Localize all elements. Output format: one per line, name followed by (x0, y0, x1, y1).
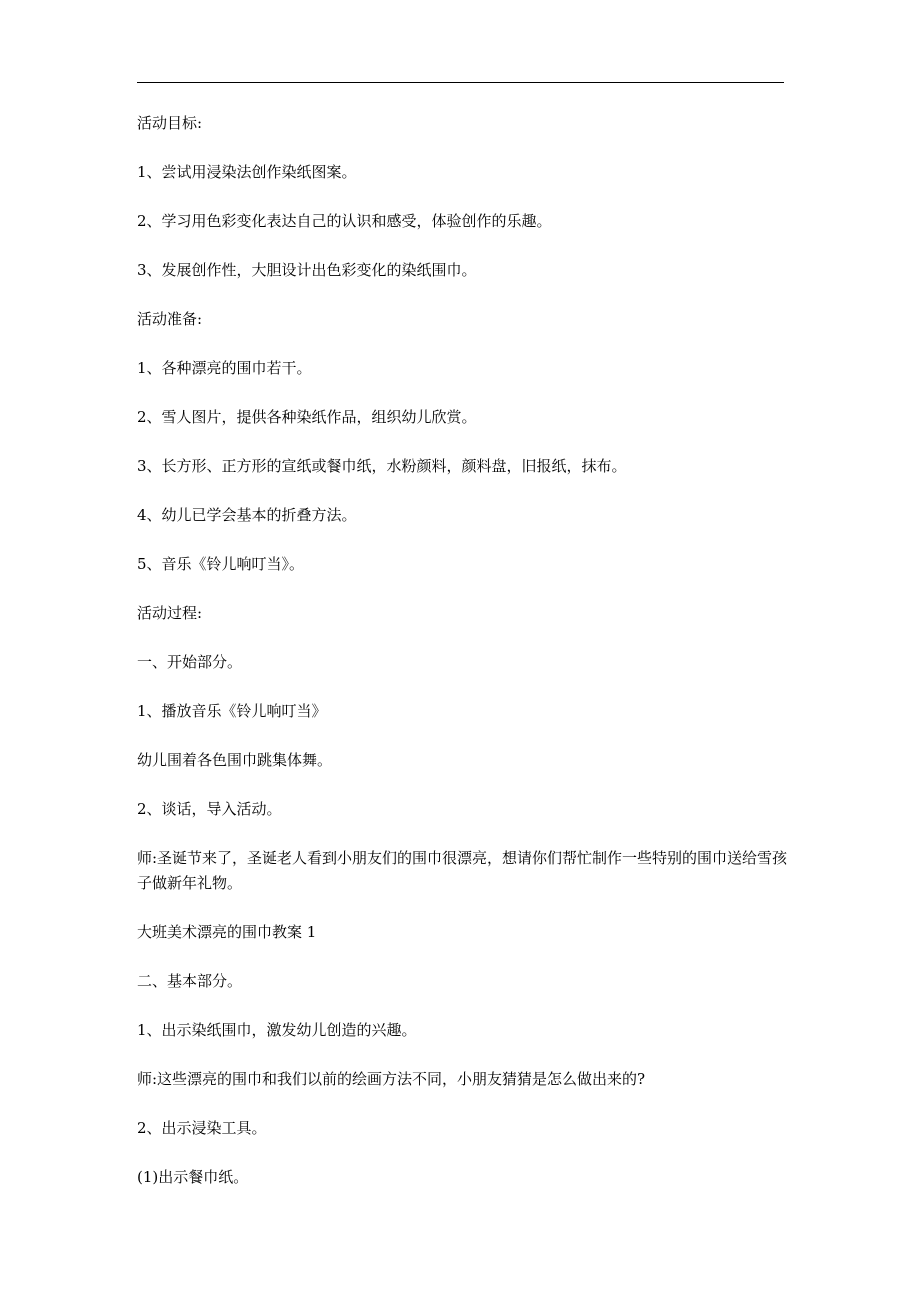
goal-item-1: 1、尝试用浸染法创作染纸图案。 (137, 163, 357, 181)
section-heading-preparation: 活动准备: (137, 310, 203, 328)
goal-item-2: 2、学习用色彩变化表达自己的认识和感受，体验创作的乐趣。 (137, 212, 552, 230)
process-part-1-heading: 一、开始部分。 (137, 653, 243, 671)
prep-item-1: 1、各种漂亮的围巾若干。 (137, 359, 312, 377)
process-step-1: 1、播放音乐《铃儿响叮当》 (137, 702, 327, 720)
document-title-line: 大班美术漂亮的围巾教案 1 (137, 923, 317, 941)
section-heading-goals: 活动目标: (137, 114, 203, 132)
header-rule (137, 82, 784, 83)
goal-item-3: 3、发展创作性，大胆设计出色彩变化的染纸围巾。 (137, 261, 477, 279)
teacher-dialogue-1: 师:圣诞节来了，圣诞老人看到小朋友们的围巾很漂亮，想请你们帮忙制作一些特别的围巾送给雪孩子做新年礼物。 (137, 849, 788, 892)
document-body (137, 111, 792, 1214)
prep-item-4: 4、幼儿已学会基本的折叠方法。 (137, 506, 357, 524)
process-part-2-step-1: 1、出示染纸围巾，激发幼儿创造的兴趣。 (137, 1021, 417, 1039)
process-step-2: 2、谈话，导入活动。 (137, 800, 282, 818)
teacher-dialogue-2: 师:这些漂亮的围巾和我们以前的绘画方法不同，小朋友猜猜是怎么做出来的? (137, 1070, 646, 1088)
process-part-2-heading: 二、基本部分。 (137, 972, 243, 990)
process-part-2-step-2: 2、出示浸染工具。 (137, 1119, 267, 1137)
section-heading-process: 活动过程: (137, 604, 203, 622)
process-step-1-detail: 幼儿围着各色围巾跳集体舞。 (137, 751, 333, 769)
prep-item-5: 5、音乐《铃儿响叮当》。 (137, 555, 305, 573)
prep-item-2: 2、雪人图片，提供各种染纸作品，组织幼儿欣赏。 (137, 408, 477, 426)
prep-item-3: 3、长方形、正方形的宣纸或餐巾纸，水粉颜料，颜料盘，旧报纸，抹布。 (137, 457, 627, 475)
process-part-2-substep-1: (1)出示餐巾纸。 (137, 1168, 249, 1186)
